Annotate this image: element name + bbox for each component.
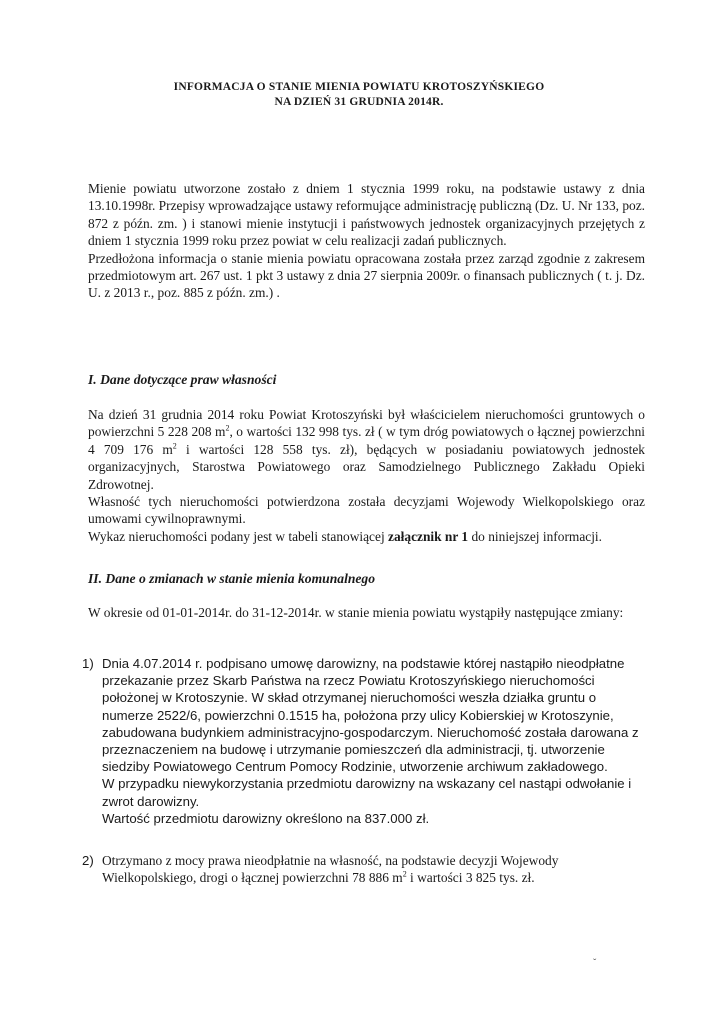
section-2-lead: W okresie od 01-01-2014r. do 31-12-2014r. w stanie mienia powiatu wystąpiły następujące zmiany: [88, 605, 624, 620]
item-1-paragraph-2: W przypadku niewykorzystania przedmiotu darowizny na wskazany cel nastąpi odwołanie i zwrot darowizny. [102, 776, 632, 809]
superscript-2: 2 [225, 423, 230, 433]
item-body [102, 852, 645, 886]
section-1-paragraph-2: Własność tych nieruchomości potwierdzona została decyzjami Wojewody Wielkopolskiego oraz umowami cywilnoprawnymi. [88, 494, 645, 527]
section-2-heading: II. Dane o zmianach w stanie mienia komunalnego [88, 571, 376, 586]
intro-section [88, 180, 645, 302]
intro-paragraph-2: Przedłożona informacja o stanie mienia powiatu opracowana została przez zarząd zgodnie z zakresem przedmiotowym art. 267 ust. 1 pkt 3 ustawy z dnia 27 sierpnia 2009r. o finansach publicznych ( t. j. Dz. U. z 2013 r., poz. 885 z późn. zm.) . [88, 250, 645, 301]
item-2-paragraph [102, 852, 645, 886]
item-2-part-b: i wartości 3 825 tys. zł. [406, 870, 535, 886]
section-1-p3-part-c: do niniejszej informacji. [468, 528, 602, 544]
section-1-paragraph-3 [88, 528, 645, 545]
item-1-paragraph-1: Dnia 4.07.2014 r. podpisano umowę darowizny, na podstawie której nastąpiło nieodpłatne przekazanie przez Skarb Państwa na rzecz Powiatu Krotoszyńskiego nieruchomości położonej w Krotoszynie. W skład otrzymanej nieruchomości weszła działka gruntu o numerze 2522/6, powierzchni 0.1515 ha, położona przy ulicy Kobierskiej w Krotoszynie, zabudowana budynkiem administracyjno-gospodarczym. Nieruchomość została darowana z przeznaczeniem na budowę i utrzymanie pomieszczeń dla administracji, tj. utworzenie siedziby Powiatowego Centrum Pomocy Rodzinie, utworzenie archiwum zakładowego. [102, 656, 639, 775]
superscript-2: 2 [402, 869, 407, 879]
title-line-2: NA DZIEŃ 31 GRUDNIA 2014R. [274, 96, 444, 108]
item-2-part-a: Otrzymano z mocy prawa nieodpłatnie na własność, na podstawie decyzji Wojewody Wielkopolskiego, drogi o łącznej powierzchni 78 886 m [102, 853, 559, 886]
section-1-p3-part-a: Wykaz nieruchomości podany jest w tabeli stanowiącej [88, 528, 389, 544]
section-1-body [88, 406, 645, 545]
item-number: 1) [82, 656, 94, 671]
section-1-p1-part-a: Na dzień 31 grudnia 2014 roku Powiat Krotoszyński był właścicielem nieruchomości gruntowych o powierzchni 5 228 208 m [88, 407, 645, 440]
intro-paragraph-1: Mienie powiatu utworzone zostało z dniem 1 stycznia 1999 roku, na podstawie ustawy z dnia 13.10.1998r. Przepisy wprowadzające ustawy reformujące administrację publiczną (Dz. U. Nr 133, poz. 872 z późn. zm. ) i stanowi mienie instytucji i państwowych jednostek organizacyjnych przejętych z dniem 1 stycznia 1999 roku przez powiat w celu realizacji zadań publicznych. [88, 181, 646, 249]
section-1-p1-part-c: i wartości 128 558 tys. zł), będących w posiadaniu powiatowych jednostek organizacyjnych, Starostwa Powiatowego oraz Samodzielnego Publicznego Zakładu Opieki Zdrowotnej. [88, 441, 645, 492]
item-number: 2) [82, 853, 94, 868]
item-body [102, 655, 645, 827]
superscript-2: 2 [172, 441, 177, 451]
scan-speck: ˇ [593, 958, 597, 969]
item-1-paragraph-3: Wartość przedmiotu darowizny określono na 837.000 zł. [102, 810, 430, 826]
change-item-1 [82, 655, 645, 827]
section-1-paragraph-1 [88, 406, 645, 493]
change-item-2 [82, 852, 645, 886]
section-1-p1-part-b: , o wartości 132 998 tys. zł ( w tym dróg powiatowych o łącznej powierzchni 4 709 176 m [88, 424, 645, 457]
document-title [0, 80, 718, 110]
attachment-reference: załącznik nr 1 [388, 528, 469, 544]
section-1-heading: I. Dane dotyczące praw własności [88, 372, 277, 387]
title-line-1: INFORMACJA O STANIE MIENIA POWIATU KROTOSZYŃSKIEGO [173, 81, 545, 93]
